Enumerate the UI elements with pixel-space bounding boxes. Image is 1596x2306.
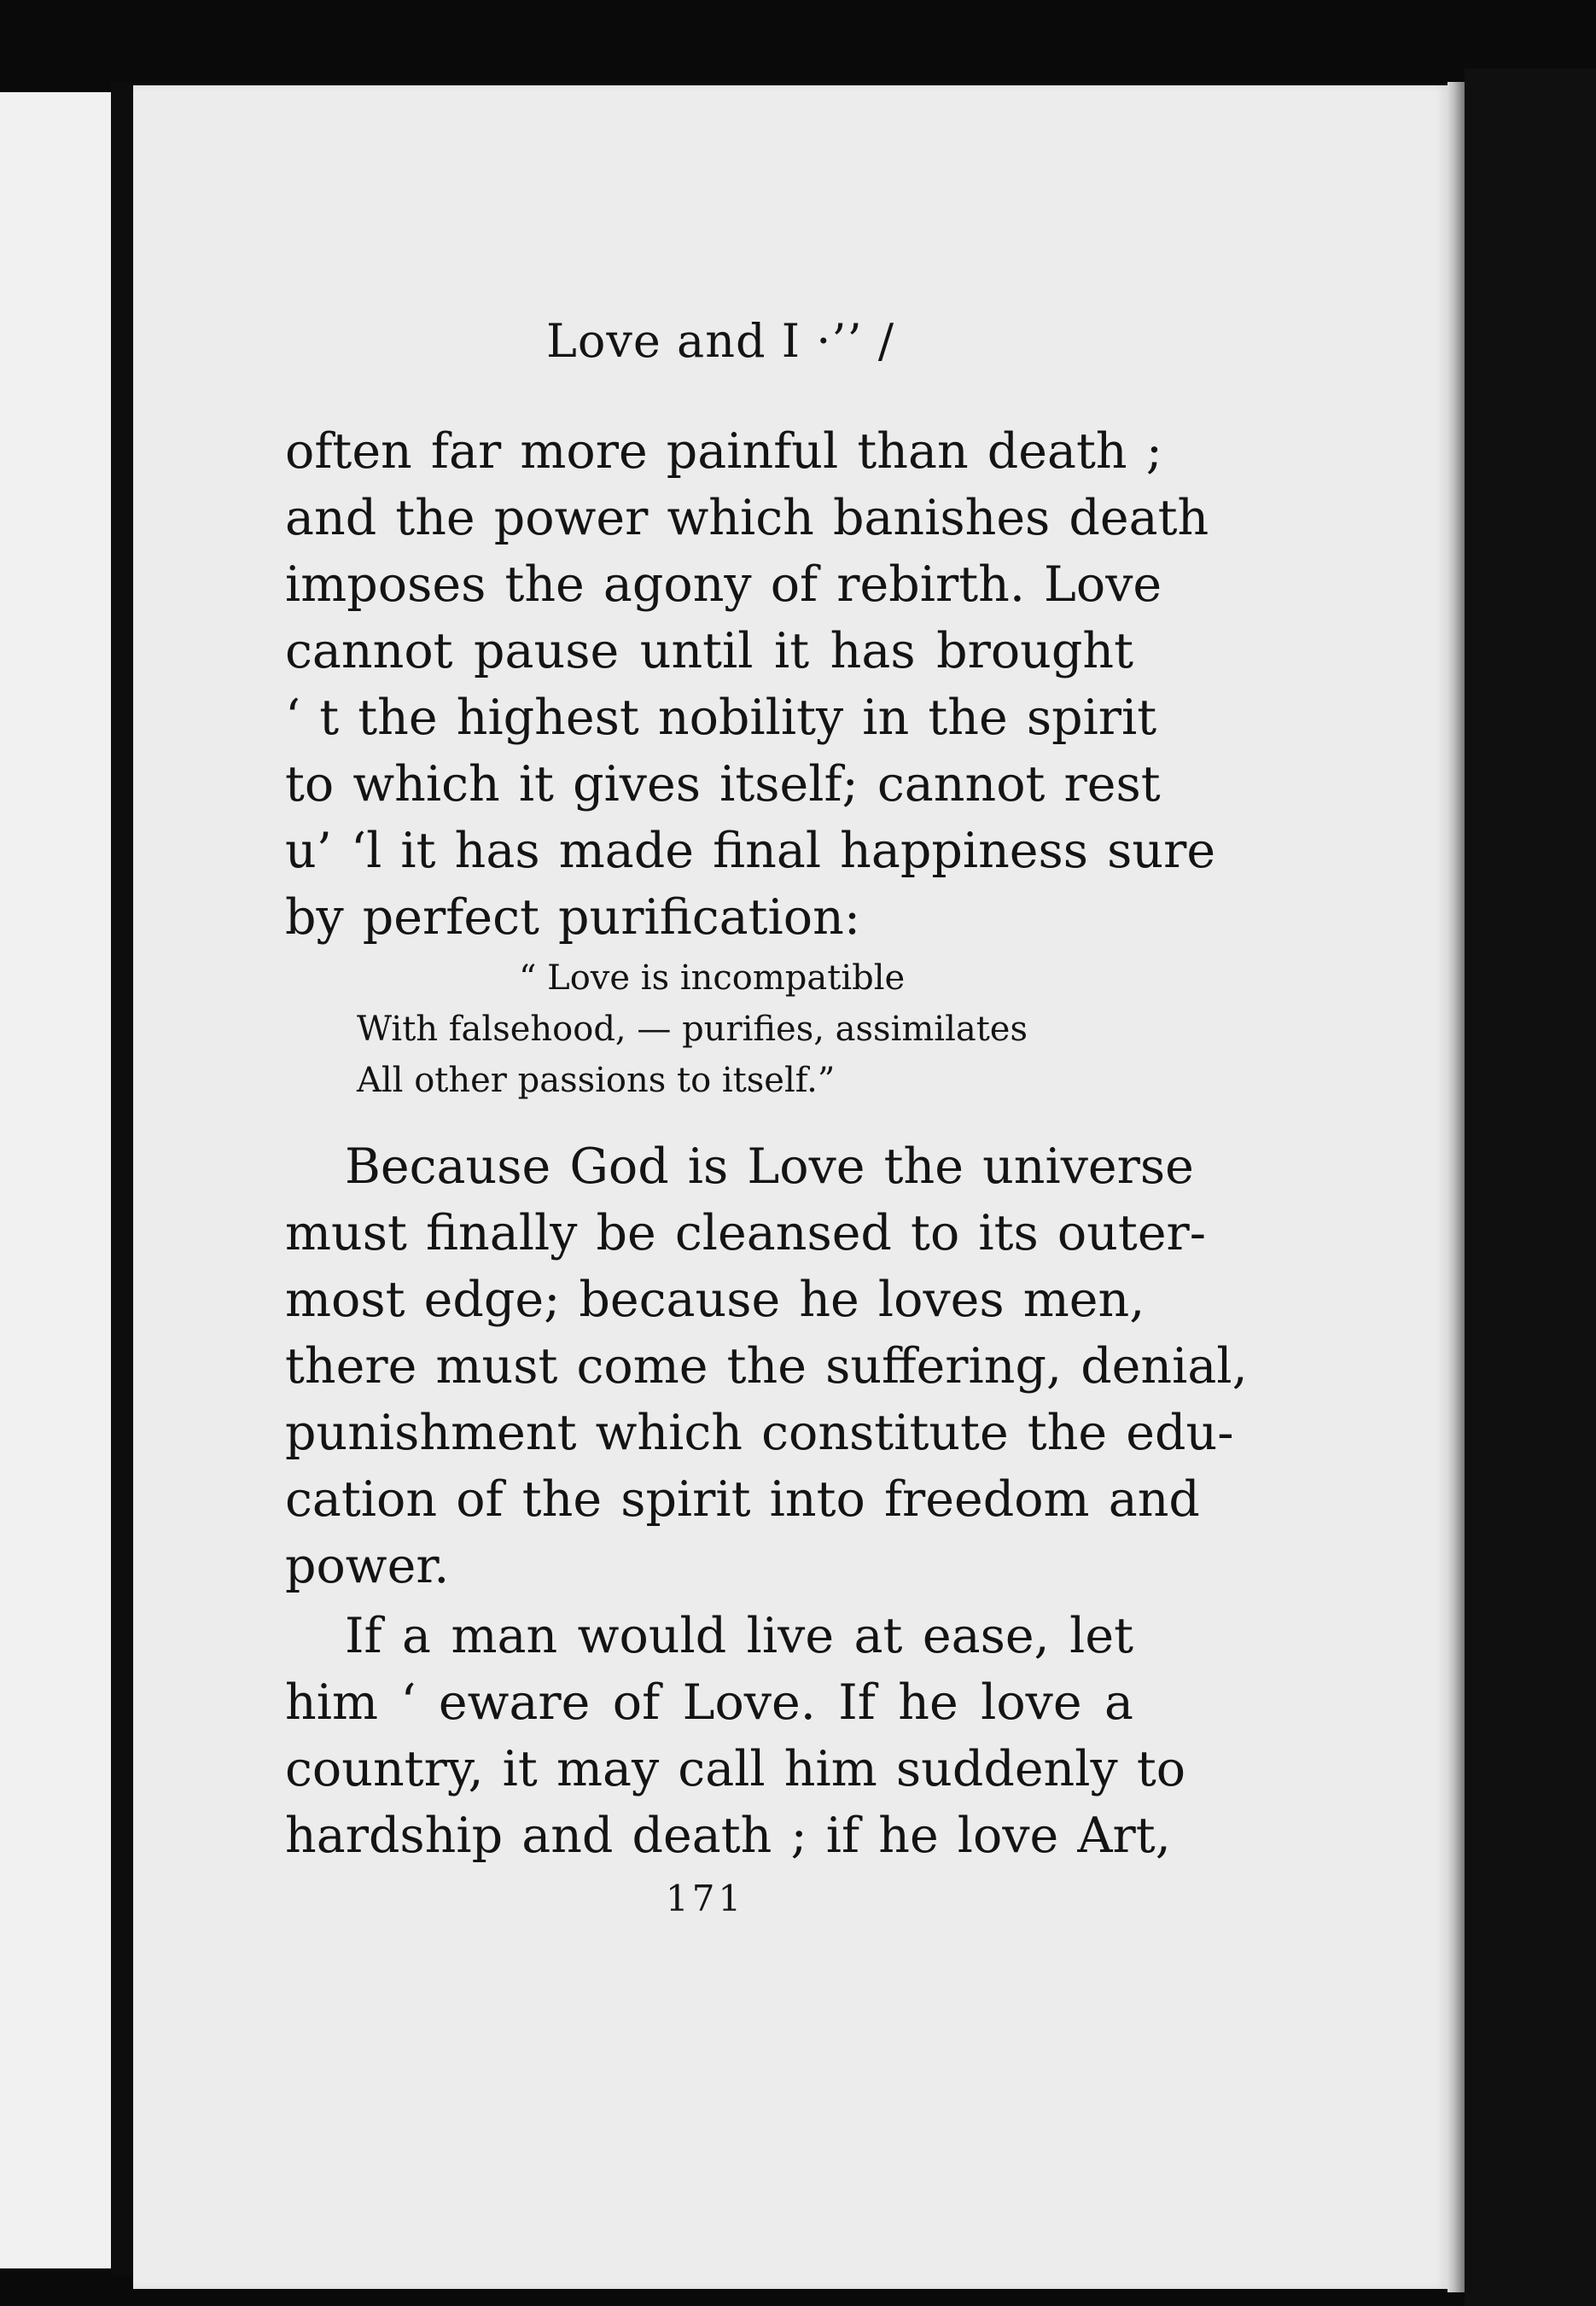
- text-line: often far more painful than death ;: [285, 423, 1162, 480]
- text-line: to which it gives itself; cannot rest: [285, 756, 1161, 812]
- text-line: by perfect purification:: [285, 889, 861, 946]
- text-line: cannot pause until it has brought: [285, 623, 1133, 679]
- paragraph-3: [285, 1603, 1186, 1869]
- text-line: ‘ t the highest nobility in the spirit: [285, 690, 1157, 746]
- text-line: power.: [285, 1538, 450, 1594]
- text-line: hardship and death ; if he love Art,: [285, 1808, 1171, 1864]
- text-line: cation of the spirit into freedom and: [285, 1471, 1200, 1528]
- paragraph-1: [285, 418, 1216, 951]
- page-fore-edge: [1447, 82, 1465, 2292]
- page-number: 171: [666, 1878, 745, 1919]
- facing-page-edge: [0, 92, 111, 2268]
- text-line: country, it may call him suddenly to: [285, 1741, 1186, 1797]
- quote-line: All other passions to itself.”: [357, 1061, 836, 1100]
- text-line: Because God is Love the universe: [345, 1138, 1194, 1195]
- quote-line: With falsehood, — purifies, assimilates: [357, 1010, 1028, 1049]
- quote-line: “ Love is incompatible: [519, 958, 906, 998]
- book-gutter: [111, 82, 133, 2275]
- scan-border-right: [1465, 68, 1596, 2306]
- text-line: him ‘ eware of Love. If he love a: [285, 1674, 1133, 1731]
- block-quotation: [357, 952, 1057, 1106]
- text-line: u’ ‘l it has made final happiness sure: [285, 823, 1216, 879]
- text-line: punishment which constitute the edu-: [285, 1405, 1234, 1461]
- text-line: and the power which banishes death: [285, 490, 1209, 546]
- text-line: If a man would live at ease, let: [345, 1608, 1133, 1664]
- running-head: Love and I ·’’ /: [546, 314, 895, 368]
- paragraph-2: [285, 1133, 1248, 1599]
- text-line: there must come the suffering, denial,: [285, 1338, 1248, 1395]
- text-line: imposes the agony of rebirth. Love: [285, 556, 1162, 613]
- text-line: most edge; because he loves men,: [285, 1272, 1145, 1328]
- text-line: must finally be cleansed to its outer-: [285, 1205, 1207, 1261]
